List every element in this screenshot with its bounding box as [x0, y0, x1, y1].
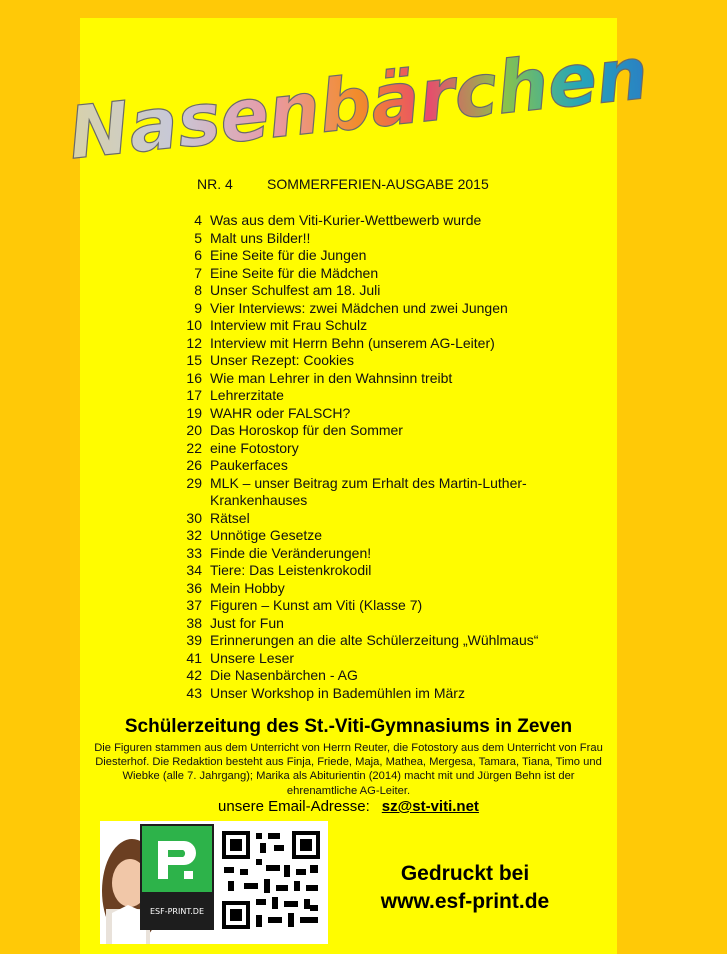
toc-title: Vier Interviews: zwei Mädchen und zwei Jungen: [210, 299, 508, 316]
magazine-cover: [64, 18, 652, 954]
toc-title: Rätsel: [210, 509, 250, 526]
logo-title: Nasenbärchen: [64, 30, 652, 176]
toc-page-number: 30: [186, 509, 202, 526]
toc-page-number: 20: [186, 422, 202, 438]
toc-page-number: 36: [186, 579, 202, 596]
toc-title: Malt uns Bilder!!: [210, 229, 311, 246]
toc-page-number: 9: [194, 299, 202, 316]
toc-item: [172, 527, 592, 545]
toc-page-number: 32: [186, 527, 202, 543]
toc-item: [172, 545, 592, 563]
toc-page-number: 29: [186, 474, 202, 491]
toc-item: [172, 422, 592, 440]
toc-page-number: 12: [186, 334, 202, 351]
toc-item: [172, 317, 592, 335]
toc-item: [172, 580, 592, 598]
toc-page-number: 43: [186, 684, 202, 701]
toc-page-number: 17: [186, 387, 202, 403]
toc-title: Mein Hobby: [210, 579, 285, 596]
issue-title: SOMMERFERIEN-AUSGABE 2015: [267, 176, 489, 192]
toc-page-number: 7: [194, 264, 202, 281]
toc-title: Interview mit Herrn Behn (unserem AG-Leiter): [210, 334, 495, 351]
toc-title: WAHR oder FALSCH?: [210, 404, 351, 421]
email-link[interactable]: sz@st-viti.net: [381, 798, 479, 815]
toc-page-number: 10: [186, 317, 202, 333]
toc-page-number: 37: [186, 597, 202, 613]
toc-item: [172, 650, 592, 668]
toc-page-number: 8: [194, 282, 202, 298]
toc-item: [172, 387, 592, 405]
toc-title: Just for Fun: [210, 614, 284, 631]
toc-title: MLK – unser Beitrag zum Erhalt des Martin-Luther-Krankenhauses: [210, 474, 527, 508]
toc-item: [172, 265, 592, 283]
toc-page-number: 19: [186, 404, 202, 421]
toc-item: [172, 597, 592, 615]
toc-item: [172, 282, 592, 300]
editorial-description: Die Figuren stammen aus dem Unterricht von Herrn Reuter, die Fotostory aus dem Unterricht von Frau Diesterhof. Die Redaktion besteht aus Finja, Friede, Maja, Mathea, Mergesa, Tamara, Tiana, Timo und Wiebke (alle 7. Jahrgang); Marika als Abiturientin (2014) macht mit und Jürgen Behn ist der ehrenamtliche AG-Leiter.: [94, 742, 603, 797]
toc-title: Erinnerungen an die alte Schülerzeitung „Wühlmaus“: [210, 632, 539, 648]
toc-item: [172, 230, 592, 248]
nasenbaerchen-logo: [64, 30, 652, 180]
toc-page-number: 41: [186, 649, 202, 666]
toc-item: [172, 352, 592, 370]
toc-item: [172, 562, 592, 580]
qr-code[interactable]: [220, 829, 322, 931]
issue-number: NR. 4: [197, 176, 233, 192]
toc-page-number: 34: [186, 562, 202, 578]
toc-item: [172, 632, 592, 650]
toc-title: Tiere: Das Leistenkrokodil: [210, 562, 372, 578]
toc-page-number: 39: [186, 632, 202, 648]
toc-item: [172, 457, 592, 475]
toc-title: Paukerfaces: [210, 457, 288, 473]
toc-title: Unser Schulfest am 18. Juli: [210, 282, 381, 298]
toc-item: [172, 300, 592, 318]
printer-ad: [100, 821, 328, 944]
toc-item: [172, 405, 592, 423]
table-of-contents: [172, 212, 592, 702]
printed-url[interactable]: www.esf-print.de: [380, 890, 550, 913]
toc-item: [172, 440, 592, 458]
toc-title: Was aus dem Viti-Kurier-Wettbewerb wurde: [210, 212, 482, 228]
toc-title: Unnötige Gesetze: [210, 527, 323, 543]
email-label: unsere Email-Adresse:: [218, 798, 370, 815]
toc-item: [172, 510, 592, 528]
issue-line: [197, 176, 489, 192]
toc-page-number: 33: [186, 544, 202, 561]
toc-title: Finde die Veränderungen!: [210, 544, 372, 561]
toc-title: eine Fotostory: [210, 439, 299, 456]
toc-title: Eine Seite für die Mädchen: [210, 264, 379, 281]
toc-page-number: 15: [186, 352, 202, 368]
p-logo-icon: [140, 824, 214, 930]
toc-item: [172, 247, 592, 265]
ad-label: ESF-PRINT.DE: [149, 907, 205, 916]
toc-item: [172, 685, 592, 703]
toc-item: [172, 212, 592, 230]
printed-line1: Gedruckt bei: [400, 862, 530, 885]
toc-page-number: 26: [186, 457, 202, 473]
toc-page-number: 22: [186, 439, 202, 456]
toc-title: Wie man Lehrer in den Wahnsinn treibt: [210, 369, 453, 386]
printed-by: [342, 860, 588, 916]
toc-item: [172, 335, 592, 353]
toc-page-number: 6: [194, 247, 202, 263]
toc-item: [172, 475, 592, 510]
toc-title: Unser Workshop in Bademühlen im März: [210, 684, 465, 701]
toc-page-number: 16: [186, 369, 202, 386]
email-line: [80, 798, 617, 815]
toc-title: Figuren – Kunst am Viti (Klasse 7): [210, 597, 423, 613]
toc-title: Eine Seite für die Jungen: [210, 247, 367, 263]
toc-item: [172, 615, 592, 633]
toc-title: Das Horoskop für den Sommer: [210, 422, 403, 438]
toc-title: Die Nasenbärchen - AG: [210, 667, 358, 683]
toc-title: Unsere Leser: [210, 649, 295, 666]
toc-item: [172, 667, 592, 685]
toc-page-number: 38: [186, 614, 202, 631]
toc-title: Unser Rezept: Cookies: [210, 352, 354, 368]
newspaper-heading: Schülerzeitung des St.-Viti-Gymnasiums in Zeven: [124, 716, 573, 737]
toc-title: Interview mit Frau Schulz: [210, 317, 368, 333]
toc-page-number: 5: [194, 229, 202, 246]
toc-page-number: 4: [194, 212, 202, 228]
toc-title: Lehrerzitate: [210, 387, 284, 403]
toc-item: [172, 370, 592, 388]
toc-page-number: 42: [186, 667, 202, 683]
